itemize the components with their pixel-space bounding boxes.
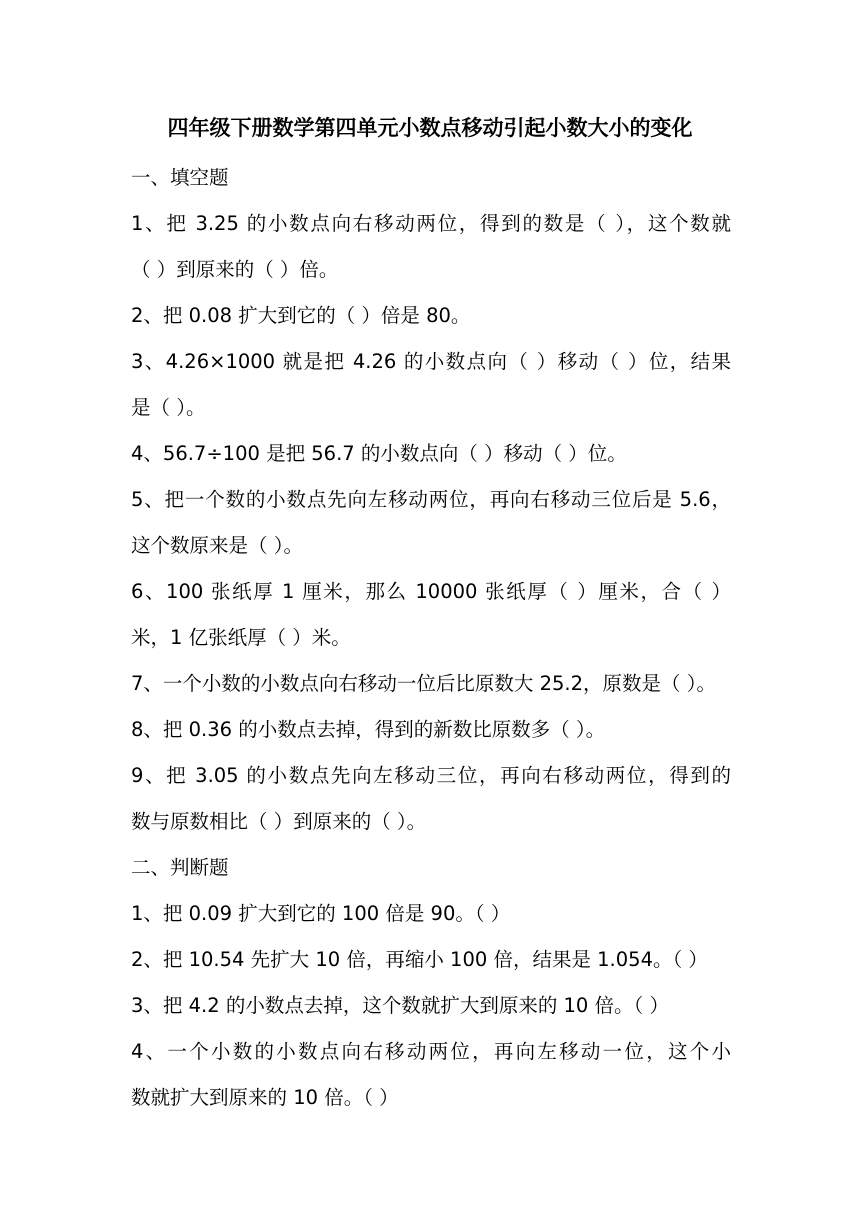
question-line: 是（ ）。: [131, 396, 206, 419]
question-item: [131, 339, 731, 431]
question-item: [131, 707, 731, 753]
section-heading-true-false: 二、判断题: [131, 856, 229, 879]
question-line: 2、把 10.54 先扩大 10 倍，再缩小 100 倍，结果是 1.054。（ ）: [131, 948, 708, 971]
question-line: 9、把 3.05 的小数点先向左移动三位，再向右移动两位，得到的: [131, 764, 731, 787]
question-line: 6、100 张纸厚 1 厘米，那么 10000 张纸厚（ ）厘米，合（ ）: [131, 580, 731, 603]
question-line: 1、把 0.09 扩大到它的 100 倍是 90。（ ）: [131, 902, 511, 925]
page-title: 四年级下册数学第四单元小数点移动引起小数大小的变化: [167, 116, 693, 140]
question-line: 数就扩大到原来的 10 倍。（ ）: [131, 1086, 399, 1109]
question-line: 1、把 3.25 的小数点向右移动两位，得到的数是（ ），这个数就: [131, 212, 731, 235]
question-item: [131, 293, 731, 339]
question-item: [131, 983, 731, 1029]
question-line: （ ）到原来的（ ）倍。: [131, 258, 339, 281]
question-line: 4、56.7÷100 是把 56.7 的小数点向（ ）移动（ ）位。: [131, 442, 627, 465]
question-line: 5、把一个数的小数点先向左移动两位，再向右移动三位后是 5.6，: [131, 488, 731, 511]
question-line: 3、4.26×1000 就是把 4.26 的小数点向（ ）移动（ ）位，结果: [131, 350, 731, 373]
section-heading-fill-in: 一、填空题: [131, 166, 229, 189]
question-item: [131, 661, 731, 707]
question-item: [131, 201, 731, 293]
question-item: [131, 1029, 731, 1121]
question-line: 这个数原来是（ ）。: [131, 534, 303, 557]
question-line: 8、把 0.36 的小数点去掉，得到的新数比原数多（ ）。: [131, 718, 606, 741]
question-line: 2、把 0.08 扩大到它的（ ）倍是 80。: [131, 304, 471, 327]
question-item: [131, 477, 731, 569]
question-item: [131, 569, 731, 661]
question-line: 数与原数相比（ ）到原来的（ ）。: [131, 810, 427, 833]
question-item: [131, 891, 731, 937]
question-item: [131, 937, 731, 983]
question-item: [131, 753, 731, 845]
question-line: 3、把 4.2 的小数点去掉，这个数就扩大到原来的 10 倍。（ ）: [131, 994, 669, 1017]
question-line: 米，1 亿张纸厚（ ）米。: [131, 626, 351, 649]
document-body: [131, 155, 731, 1121]
question-line: 4、一个小数的小数点向右移动两位，再向左移动一位，这个小: [131, 1040, 731, 1063]
question-line: 7、一个小数的小数点向右移动一位后比原数大 25.2，原数是（ ）。: [131, 672, 716, 695]
question-item: [131, 431, 731, 477]
